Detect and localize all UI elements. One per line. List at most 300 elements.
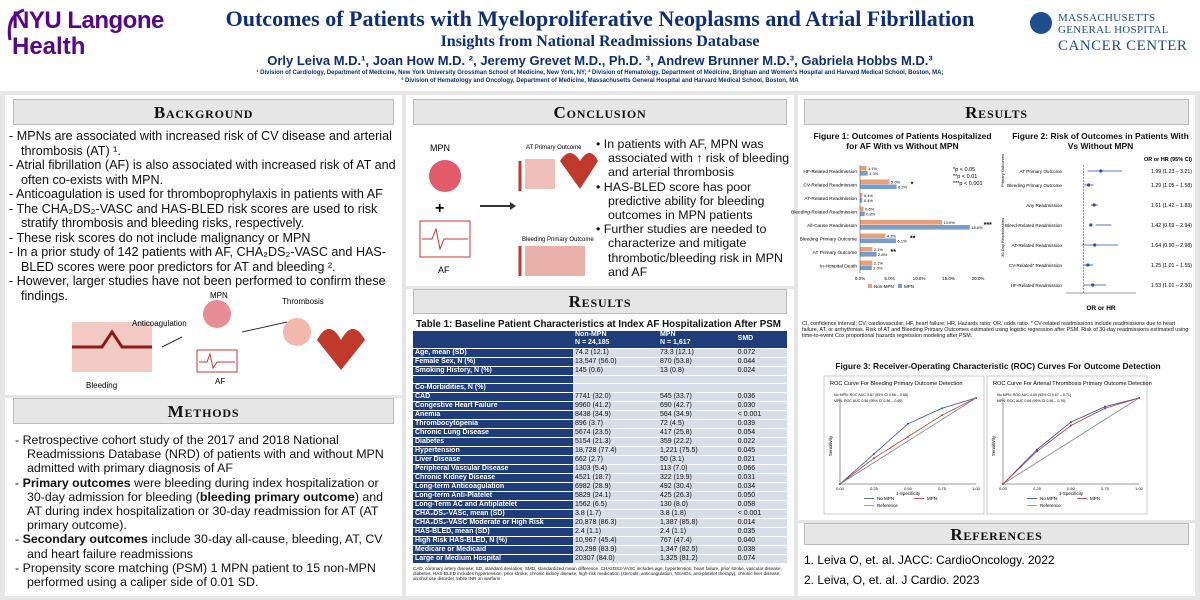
table-cell: 1303 (5.4) [573,465,658,474]
roc-point [873,453,875,455]
background-heading: Background [13,99,394,125]
results-figures-panel [791,95,1195,520]
roc-tick-label: 0.75 [1101,486,1109,491]
table-row [413,393,787,402]
fig2-point [1089,223,1092,226]
table-row [413,384,787,393]
methods-text: include 30-day all-cause, bleeding, AT, CV and heart failure readmissions [27,532,383,561]
mpn-cells-icon [203,300,231,328]
fig1-category-label: In-Hospital Death [819,264,857,270]
roc-legend-label: MPN [1090,496,1100,501]
background-item: - Atrial fibrillation (AF) is also associated with increased risk of AT and often co-exists with MPN. [9,158,399,187]
table-row [413,420,787,429]
figure2-title: Figure 2: Risk of Outcomes in Patients With Vs Without MPN [1012,131,1189,151]
fig2-value-label: 1.64 (0.90 – 2.98) [1151,243,1192,249]
mgh-seal-icon [1030,12,1052,34]
table-cell: 2.4 (1.1) [658,528,736,537]
table-cell: 20307 (84.0) [573,555,658,564]
fig2-category-label: HF-Related Readmission [1010,283,1062,288]
background-item: - The CHA₂DS₂-VASC and HAS-BLED risk scores are used to risk stratify thrombosis and bleeding risks, respectively. [9,202,399,231]
table-cell: < 0.001 [736,411,787,420]
background-list [9,129,399,303]
table-footnote: CAD, coronary artery disease; SD, standard deviation; SMD, standardized mean difference. CHA2DS2-VASC includes age, hypertension, heart failure, prior stroke, vascular disease, diabetes. HAS-BLED includes hypertension, prior stroke, chronic kidney disease, high-risk medication (steroids, anticoagulation, NSAIDs, anti-platelet therapy), chronic liver disease, alcohol use disorder, labile INR on warfarin [413,566,782,582]
illus-anticoag-label: Anticoagulation [132,319,187,328]
fig1-category-label: AT-Related Readmission [804,197,857,202]
roc-point [1104,407,1106,409]
table-row [413,411,787,420]
table-row-label: Anemia [413,411,573,420]
fig2-point [1086,263,1089,266]
fig1-category-label: All-Cause Readmission [807,224,857,229]
roc-point [1070,425,1072,427]
fig1-bar-label: 13.9% [943,220,955,225]
fig1-bar [860,193,862,198]
fig2-category-label: AT Primary Outcome [1019,169,1062,174]
fig1-sig-legend: **p < 0.01 [953,174,978,180]
table-cell: 0.021 [736,456,787,465]
fig1-bar-label: 5.0% [891,179,901,185]
fig1-sig-legend: ***p < 0.001 [953,181,983,187]
fig1-bar-label: 2.0% [873,265,883,271]
table-row [413,510,787,519]
background-item: - These risk scores do not include malignancy or MPN [9,231,399,246]
table-row [413,546,787,555]
table-header-cell [413,331,573,348]
conclusion-item: • In patients with AF, MPN was associated with ↑ risk of bleeding and arterial thrombosis [596,137,791,180]
table-cell: 0.031 [736,474,787,483]
table-row-label: Chronic Kidney Disease [413,474,573,483]
roc-legend-label: MPN [927,496,937,501]
table-header-cell: MPN N = 1,617 [658,331,736,348]
figure3-title: Figure 3: Receiver-Operating Characteristic (ROC) Curves For Outcome Detection [835,361,1161,371]
table-cell: 1,325 (81.2) [658,555,736,564]
fig1-bar [860,266,872,271]
fig1-bar [860,247,872,252]
table-row [413,357,787,366]
methods-bold: bleeding primary outcome [199,489,355,504]
mpn-cells-icon [429,160,461,192]
background-item: - Anticoagulation is used for thromboprophylaxis in patients with AF [9,187,399,202]
fig1-sig-legend: *p < 0.05 [953,167,976,173]
table-cell: 113 (7.0) [658,465,736,474]
table-row-label: CHA₂DS₂-VASc, mean (SD) [413,510,573,519]
fig1-bar [860,220,942,225]
roc-tick-label: 1.00 [1135,486,1143,491]
fig2-group-label: 30-Day Readmissions [1000,217,1005,257]
table-row [413,537,787,546]
table-cell: 5674 (23.5) [573,429,658,438]
fig1-tick-label: 10.0% [912,276,926,281]
references-panel [798,523,1195,596]
table-cell: 7741 (32.0) [573,393,658,402]
table-cell: 10,967 (45.4) [573,537,658,546]
table-cell [573,384,658,393]
table-cell [736,384,787,393]
table-row-label [413,375,573,384]
table-cell: 73.3 (12.1) [658,348,736,357]
table-cell: 0.074 [736,555,787,564]
roc-title: ROC Curve For Arterial Thrombosis Primary Outcome Detection [993,381,1152,387]
roc-point [873,457,875,459]
fig1-bar [860,166,866,171]
nyu-swoosh-icon [4,6,44,46]
fig2-point [1093,243,1096,246]
conclusion-list [596,137,791,279]
background-item: - In a prior study of 142 patients with AF, CHA₂DS₂-VASC and HAS-BLED scores were poor predictors for AT and bleeding ². [9,245,399,274]
table-row [413,447,787,456]
table-cell: 4521 (18.7) [573,474,658,483]
table-row-label: Long-term Anticoagulation [413,483,573,492]
table-cell: 130 (8.0) [658,501,736,510]
fig2-group-label: Primary Outcomes [1000,153,1005,187]
table-cell: 0.045 [736,447,787,456]
methods-bold: Secondary outcomes [22,532,148,547]
methods-text: Propensity score matching (PSM) 1 MPN patient to 15 non-MPN performed using a caliper side of 0.01 SD. [22,560,376,590]
table-row-label: Peripheral Vascular Disease [413,465,573,474]
methods-text: Retrospective cohort study of the 2017 and 2018 National Readmissions Database (NRD) of patients with and without MPN admitted with primary diagnosis of AF [22,433,384,476]
fig1-category-label: AT Primary Outcome [812,251,857,256]
table-cell: 0.072 [736,348,787,357]
roc-point [907,423,909,425]
figure-note: CI, confidence interval; CV, cardiovascular; HF, heart failure; HR, Hazards ratio; OR, odds ratio. * CV-related readmissions include readmissions due to heart failure, AT, or arrhythmias. Risk of AT and Bleeding Primary Outcomes estimated using logistic regression after PSM. Risk of 30-day readmissions estimated using time-to-event Cox proportional hazards regression modeling after PSM. [802,321,1189,340]
table-cell: 767 (47.4) [658,537,736,546]
roc-xlabel: 1-Specificity [895,491,921,496]
roc-tick-label: 0.00 [999,486,1007,491]
fig1-significance: * [910,181,914,189]
roc-xlabel: 1-Specificity [1058,491,1084,496]
clot-icon [283,318,311,346]
table-row-label: Co-Morbidities, N (%) [413,384,573,393]
table-row-label: Thrombocytopenia [413,420,573,429]
table-cell: 8438 (34.9) [573,411,658,420]
roc-tick-label: 0.25 [1033,486,1041,491]
table-cell: 13,547 (56.0) [573,357,658,366]
c-illus-af-label: AF [438,265,450,275]
table-cell: < 0.001 [736,510,787,519]
roc-thrombosis-chart [987,376,1152,514]
table-row-label: Medicare or Medicaid [413,546,573,555]
illus-af-label: AF [215,377,226,386]
fig1-bar [860,212,865,217]
table-cell: 1562 (6.5) [573,501,658,510]
table-cell: 0.036 [736,393,787,402]
table-cell: 564 (34.9) [658,411,736,420]
roc-tick-label: 1.00 [972,486,980,491]
table-row-label: Long-Term AC and Antiplatelet [413,501,573,510]
conclusion-item: • HAS-BLED score has poor predictive ability for bleeding outcomes in MPN patients [596,180,791,223]
table-cell: 0.034 [736,483,787,492]
fig1-legend-swatch [868,284,872,288]
table-title: Table 1: Baseline Patient Characteristics at Index AF Hospitalization After PSM [416,319,781,330]
table-cell: 690 (42.7) [658,402,736,411]
fig1-legend-label: Non-MPN [874,284,894,289]
c-illus-at-label: AT Primary Outcome [526,145,582,151]
affiliation-1: ¹ Division of Cardiology, Department of Medicine, New York University Grossman School of Medicine, New York, NY; ² Division of Hematology, Department of Medicine, Brigham and Women's Hospital and Harvard Medical School, Boston, MA; [256,70,944,76]
table-cell: 417 (25.8) [658,429,736,438]
conclusion-panel [406,95,794,286]
mgh-cancer-center-logo [1030,12,1190,72]
table-cell: 0.044 [736,357,787,366]
c-illus-mpn-label: MPN [430,143,450,153]
fig1-tick-label: 5.0% [884,276,895,281]
table-row [413,456,787,465]
results-mid-heading: Results [413,289,787,314]
figure2-forest-plot [996,153,1194,313]
table-cell: 0.058 [736,501,787,510]
illus-thrombosis-label: Thrombosis [282,297,324,306]
fig1-bar [860,252,877,257]
table-cell [658,384,736,393]
table-cell: 492 (30.4) [658,483,736,492]
author-list: Orly Leiva M.D.¹, Joan How M.D. ², Jeremy Grevet M.D., Ph.D. ³, Andrew Brunner M.D.³, Gabriela Hobbs M.D.³ [267,53,933,68]
table-cell: 145 (0.6) [573,366,658,375]
roc-tick-label: 0.25 [870,486,878,491]
fig2-value-label: 1.53 (1.01 – 2.30) [1151,283,1192,289]
ecg-icon [197,350,237,372]
reference-2: 2. Leiva, O, et. al. J Cardio. 2023 [804,573,980,587]
table-cell: 6982 (28.9) [573,483,658,492]
fig1-legend-swatch [898,284,902,288]
fig2-category-label: Bleed-Related Readmission [1005,223,1062,228]
roc-title: ROC Curve For Bleeding Primary Outcome Detection [830,381,963,387]
table-cell: 896 (3.7) [573,420,658,429]
fig2-xlabel: OR or HR [1086,305,1116,312]
fig1-bar-label: 0.4% [863,198,873,203]
table-cell: 5829 (24.1) [573,492,658,501]
fig1-tick-label: 20.0% [971,276,985,281]
roc-legend-label: Reference [1040,503,1061,508]
table-cell: 5154 (21.3) [573,438,658,447]
results-right-heading: Results [804,99,1189,125]
fig1-bar-label: 0.8% [866,211,876,217]
table-cell [573,375,658,384]
fig2-point [1091,283,1094,286]
fig1-bar-label: 2.1% [873,260,884,266]
fig1-bar-label: 1.3% [869,171,879,176]
table-cell: 545 (33.7) [658,393,736,402]
table-row [413,474,787,483]
table-row [413,348,787,357]
roc-point [1070,421,1072,423]
table-cell: 3.8 (1.7) [573,510,658,519]
table-cell: 322 (19.9) [658,474,736,483]
reference-1: 1. Leiva O, et. al. JACC: CardioOncology. 2022 [804,553,1055,567]
fig1-bar-label: 4.3% [886,233,896,239]
fig1-bar-label: 0.4% [863,193,873,198]
baseline-characteristics-table [413,331,787,564]
fig1-bar-label: 6.1% [897,238,907,244]
background-illustration [72,292,362,392]
fig1-legend-label: MPN [904,284,914,289]
methods-item [15,433,399,476]
roc-legend-label: Reference [877,503,898,508]
table-cell: 3.8 (1.8) [658,510,736,519]
fig2-point [1093,203,1096,206]
fig1-bar-label: 1.1% [867,166,878,171]
table-row-label: Chronic Lung Disease [413,429,573,438]
logo-left-line1: NYU Langone [12,7,164,34]
table-row-label: Female Sex, N (%) [413,357,573,366]
fig1-bar-label: 18.6% [971,225,983,230]
methods-item [15,561,399,589]
table-header-cell: SMD [736,331,787,348]
roc-point [907,436,909,438]
table-row-label: Hypertension [413,447,573,456]
mgh-line3: CANCER CENTER [1058,38,1188,54]
fig1-bar [860,198,862,203]
table-cell: 0.014 [736,519,787,528]
fig2-category-label: Any Readmission [1026,203,1062,208]
roc-point [1036,450,1038,452]
table-row-label: CAD [413,393,573,402]
nyu-langone-logo [12,8,172,68]
fig1-category-label: Bleeding-Related Readmission [791,210,857,216]
fig1-bar [860,207,864,212]
table-row [413,429,787,438]
fig1-bar-label: 2.8% [878,252,888,257]
fig1-bar [860,185,897,190]
table-cell: 0.040 [736,537,787,546]
methods-text: were bleeding during index hospitalization or 30-day admission for bleeding ( [27,475,379,504]
fig1-tick-label: 15.0% [942,276,955,281]
table-cell: 1,387 (85.8) [658,519,736,528]
table-cell: 359 (22.2) [658,438,736,447]
roc-ylabel: Sensitivity [828,435,833,457]
roc-legend-label: No MPN [1040,496,1058,501]
table-row [413,501,787,510]
heart-icon [560,153,598,189]
bleeding-vessel-icon [525,246,585,276]
table-row [413,438,787,447]
methods-heading: Methods [13,398,394,424]
fig1-significance: ** [909,235,916,243]
table-row-label: Smoking History, N (%) [413,366,573,375]
fig2-value-label: 1.25 (1.01 – 1.55) [1151,263,1192,269]
table-cell: 9960 (41.2) [573,402,658,411]
table-cell: 0.054 [736,429,787,438]
table-row [413,366,787,375]
background-panel [5,95,402,395]
table-cell: 74.2 (12.1) [573,348,658,357]
roc-auc-label: MPN: ROC AUC 0.56 (95% CI 0.56 – 0.65) [834,399,903,403]
figure1-bar-chart [791,159,993,299]
table-cell: 0.030 [736,402,787,411]
table-row [413,519,787,528]
table-cell: 18,728 (77.4) [573,447,658,456]
table-cell: 13 (0.8) [658,366,736,375]
table-cell [736,375,787,384]
table-cell: 20,298 (83.9) [573,546,658,555]
table-cell: 1,221 (75.5) [658,447,736,456]
table-cell: 0.050 [736,492,787,501]
table-row-label: Liver Disease [413,456,573,465]
arrow-icon [162,337,182,347]
fig2-point [1087,183,1090,186]
methods-text: ) and AT during index hospitalization or 30-day readmission for AT (AT primary outcome). [27,489,384,533]
roc-tick-label: 0.50 [904,486,912,491]
fig1-category-label: Bleeding Primary Outcome [799,237,857,243]
references-heading: References [804,523,1189,545]
table-cell: 662 (2.7) [573,456,658,465]
table-cell: 0.022 [736,438,787,447]
fig2-header: OR or HR (95% CI) [1144,157,1192,163]
table-row [413,483,787,492]
table-cell: 2.4 (1.1) [573,528,658,537]
mgh-line2: GENERAL HOSPITAL [1058,24,1169,36]
roc-bleeding-chart [824,376,984,514]
table-cell: 0.024 [736,366,787,375]
conclusion-heading: Conclusion [413,99,787,125]
poster-subtitle: Insights from National Readmissions Database [440,33,760,50]
table-cell: 20,878 (86.3) [573,519,658,528]
table-cell: 0.038 [736,546,787,555]
table-row [413,402,787,411]
c-illus-bleed-label: Bleeding Primary Outcome [522,237,594,243]
fig2-value-label: 1.99 (1.23 – 3.21) [1151,169,1192,175]
roc-tick-label: 0.50 [1067,486,1075,491]
methods-item [15,476,399,533]
background-item: - MPNs are associated with increased risk of CV disease and arterial thrombosis (AT) ¹. [9,129,399,158]
fig1-category-label: HF-Related Readmission [803,170,857,175]
fig1-bar [860,180,890,185]
table-row-label: Large or Medium Hospital [413,555,573,564]
table-row [413,465,787,474]
table-header-row [413,331,787,348]
fig1-bar [860,171,868,176]
header [0,0,1200,91]
roc-legend-label: No MPN [877,496,895,501]
illus-bleeding-label: Bleeding [86,381,118,390]
mgh-name [1058,12,1169,36]
fig1-category-label: CV-Related Readmission [803,183,857,189]
affiliation-2: ³ Division of Hematology and Oncology, Department of Medicine, Massachusetts General Hospital and Harvard Medical School, Boston, MA [401,78,799,84]
methods-bold: Primary outcomes [22,475,131,490]
fig1-significance: *** [983,222,992,229]
table-cell: 0.039 [736,420,787,429]
fig2-category-label: CV-Related* Readmission [1008,263,1062,268]
fig1-bar-label: 2.1% [873,247,884,252]
table-row-label: Congestive Heart Failure [413,402,573,411]
heart-icon [317,329,365,370]
table-row [413,492,787,501]
table-cell: 50 (3.1) [658,456,736,465]
conclusion-item: • Further studies are needed to characterize and mitigate thrombotic/bleeding risk in MPN and AF [596,222,791,279]
table-row-label: Diabetes [413,438,573,447]
fig1-bar [860,239,896,244]
poster-title: Outcomes of Patients with Myeloproliferative Neoplasms and Atrial Fibrillation [225,6,975,31]
roc-auc-label: No MPN: ROC AUC 0.69 (95% CI 0.67 – 0.71) [997,393,1072,397]
clot-icon [525,159,555,189]
table-cell: 0.066 [736,465,787,474]
table-row-label: High Risk HAS-BLED, N (%) [413,537,573,546]
fig1-tick-label: 0.0% [854,276,866,281]
fig1-bar-label: 6.2% [898,184,908,190]
fig2-point [1099,169,1102,172]
roc-tick-label: 0.00 [836,486,844,491]
table-cell: 870 (53.8) [658,357,736,366]
arrow-icon [242,322,287,332]
fig1-bar [860,261,872,266]
svg-text:+: + [435,200,445,217]
fig2-category-label: AT-Related Readmission [1011,243,1062,248]
table-cell: 1,347 (82.5) [658,546,736,555]
fig1-significance: ** [890,249,896,256]
fig2-value-label: 1.61 (1.42 – 1.83) [1151,203,1192,209]
fig1-bar-label: 0.6% [865,206,875,212]
table-row-label: HAS-BLED, mean (SD) [413,528,573,537]
table-header-cell: Non-MPN N = 24,185 [573,331,658,348]
fig1-bar [860,225,970,230]
